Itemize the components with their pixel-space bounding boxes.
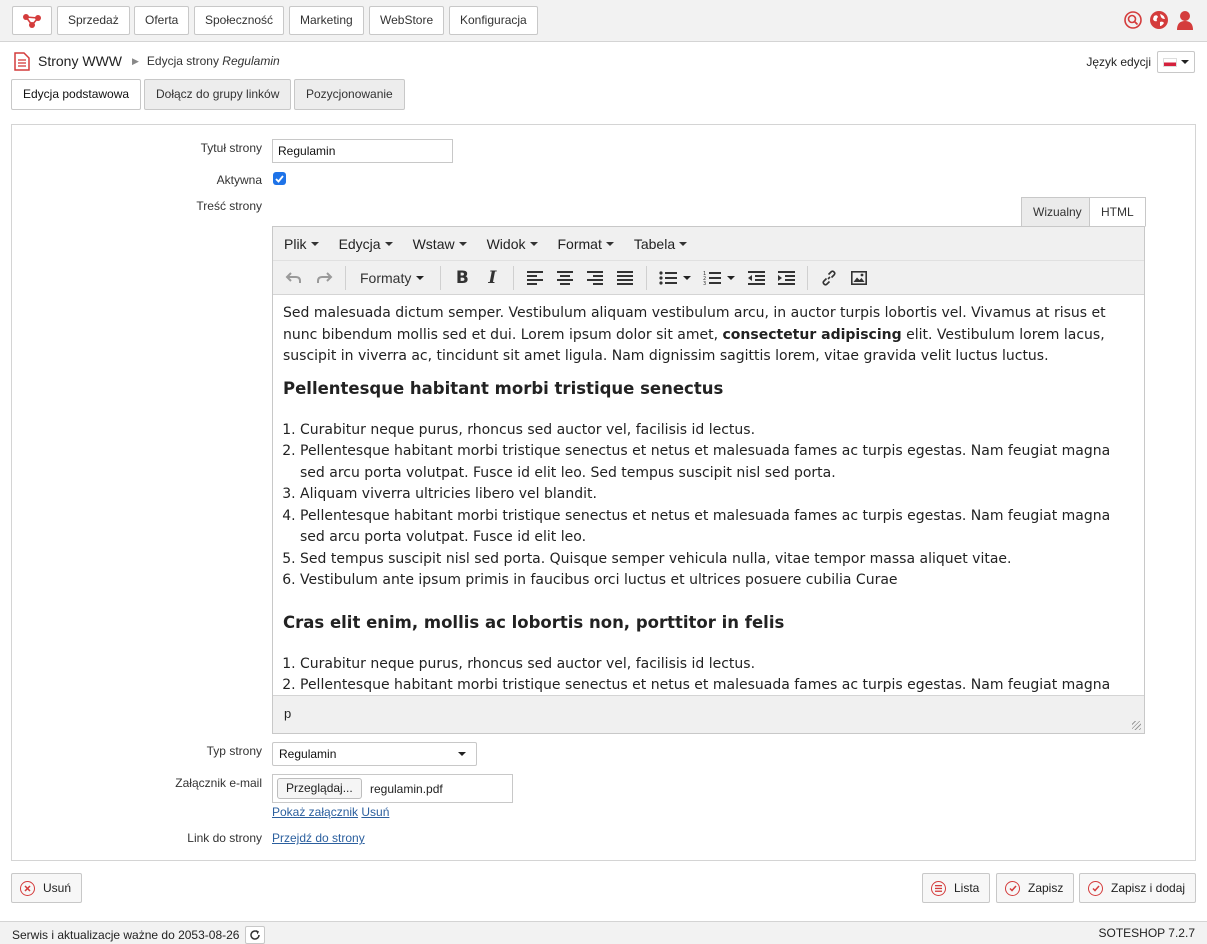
nav-spolecznosc[interactable]: Społeczność xyxy=(194,6,284,35)
menu-view[interactable] xyxy=(480,236,545,252)
chevron-down-icon xyxy=(385,242,393,246)
attachment-file-input xyxy=(272,774,513,803)
delete-button[interactable] xyxy=(11,873,82,903)
toolbar-divider xyxy=(646,266,647,290)
align-center-icon[interactable] xyxy=(550,265,580,291)
svg-text:2: 2 xyxy=(703,275,707,282)
editor-toolbar xyxy=(273,261,1144,295)
chevron-down-icon xyxy=(1181,60,1189,64)
language-select[interactable] xyxy=(1157,51,1195,73)
tab-link-group[interactable]: Dołącz do grupy linków xyxy=(144,79,291,110)
menu-edit-label: Edycja xyxy=(338,235,381,252)
delete-attachment-link[interactable]: Usuń xyxy=(361,805,390,819)
menu-view-label: Widok xyxy=(486,235,526,252)
nav-webstore[interactable]: WebStore xyxy=(369,6,444,35)
svg-text:3: 3 xyxy=(703,280,707,287)
list-item: 5. Sed tempus suscipit nisl sed porta. Quisque semper vehicula nulla, vitae tempor massa aliquet vitae. xyxy=(300,549,1134,571)
breadcrumb-page-name: Regulamin xyxy=(222,54,280,68)
active-checkbox[interactable] xyxy=(273,172,286,185)
checkmark-icon xyxy=(275,175,284,183)
service-text: Serwis i aktualizacje ważne do 2053-08-26 xyxy=(12,928,240,942)
type-label: Typ strony xyxy=(206,744,262,758)
breadcrumb-arrow-icon: ▶ xyxy=(132,55,139,66)
menu-file-label: Plik xyxy=(284,235,307,252)
tab-html-mode[interactable]: HTML xyxy=(1089,197,1146,227)
attachment-filename: regulamin.pdf xyxy=(370,782,443,796)
breadcrumb-section[interactable]: Strony WWW xyxy=(38,53,122,69)
editor-statusbar xyxy=(273,695,1144,733)
close-icon xyxy=(20,881,35,896)
tab-seo[interactable]: Pozycjonowanie xyxy=(294,79,405,110)
svg-text:1: 1 xyxy=(703,270,707,277)
breadcrumb xyxy=(14,51,280,71)
attachment-links xyxy=(272,805,389,819)
resize-handle-icon[interactable] xyxy=(1132,721,1141,730)
chevron-down-icon xyxy=(679,242,687,246)
paragraph-text: elit. Vestibulum lorem lacus, suscipit in viverra ac, tincidunt sit amet ligula. Nam dignissim sagittis lorem, vitae gravida velit luctus luctus. xyxy=(283,326,1105,364)
chevron-down-icon xyxy=(416,276,424,280)
content-heading: Cras elit enim, mollis ac lobortis non, porttitor in felis xyxy=(283,612,785,632)
save-button[interactable] xyxy=(996,873,1074,903)
breadcrumb-current xyxy=(147,54,280,68)
check-icon xyxy=(1088,881,1103,896)
poland-flag-icon xyxy=(1163,58,1177,67)
formats-dropdown[interactable] xyxy=(352,265,434,291)
toolbar-divider xyxy=(345,266,346,290)
italic-icon[interactable]: I xyxy=(488,267,497,288)
language-switcher xyxy=(1086,51,1195,73)
list-item: 2. Pellentesque habitant morbi tristique senectus et netus et malesuada fames ac turpis egestas. Nam feugiat magna xyxy=(300,675,1134,718)
content-label: Treść strony xyxy=(196,199,262,213)
nav-sprzedaz[interactable]: Sprzedaż xyxy=(57,6,130,35)
chevron-down-icon xyxy=(727,276,735,280)
search-icon[interactable] xyxy=(1123,9,1143,31)
type-select[interactable] xyxy=(272,742,477,766)
editor-menubar xyxy=(273,227,1144,261)
menu-table[interactable] xyxy=(627,236,694,252)
chevron-down-icon xyxy=(606,242,614,246)
undo-icon[interactable] xyxy=(279,265,309,291)
list-item: 3. Aliquam viverra ultricies libero vel blandit. xyxy=(300,484,1134,506)
toolbar-divider xyxy=(513,266,514,290)
service-info xyxy=(12,926,265,944)
image-icon[interactable] xyxy=(844,265,874,291)
title-label: Tytuł strony xyxy=(200,141,262,155)
list-item: 1. Curabitur neque purus, rhoncus sed auctor vel, facilisis id lectus. xyxy=(300,654,1134,676)
chevron-down-icon xyxy=(458,752,466,756)
menu-file[interactable] xyxy=(277,236,326,252)
menu-table-label: Tabela xyxy=(633,235,676,252)
formats-label: Formaty xyxy=(360,269,412,286)
numbered-list-icon[interactable] xyxy=(697,265,741,291)
menu-format[interactable] xyxy=(551,236,621,252)
list-icon xyxy=(931,881,946,896)
list-item: 6. Vestibulum ante ipsum primis in faucibus orci luctus et ultrices posuere cubilia Curae xyxy=(300,570,1134,592)
align-right-icon[interactable] xyxy=(580,265,610,291)
show-attachment-link[interactable]: Pokaż załącznik xyxy=(272,805,359,819)
list-button[interactable] xyxy=(922,873,990,903)
chevron-down-icon xyxy=(530,242,538,246)
language-label: Język edycji xyxy=(1086,55,1151,69)
toolbar-divider xyxy=(807,266,808,290)
breadcrumb-prefix: Edycja strony xyxy=(146,54,219,68)
delete-label: Usuń xyxy=(43,881,72,895)
menu-insert-label: Wstaw xyxy=(412,235,455,252)
menu-insert[interactable] xyxy=(406,236,474,252)
version-text: SOTESHOP 7.2.7 xyxy=(1098,926,1195,940)
menu-format-label: Format xyxy=(557,235,602,252)
list-item: 2. Pellentesque habitant morbi tristique senectus et netus et malesuada fames ac turpis egestas. Nam feugiat magna sed arcu porta volutpat. Fusce id elit leo. Sed tempus suscipit nisl sed porta. xyxy=(300,441,1134,484)
indent-icon[interactable] xyxy=(771,265,801,291)
nav-oferta[interactable]: Oferta xyxy=(134,6,189,35)
bullet-list-icon[interactable] xyxy=(653,265,697,291)
paragraph-text: Sed malesuada dictum semper. Vestibulum aliquam vestibulum arcu, in auctor turpis lobortis vel. Vivamus at risus et nunc bibendum mollis sed et dui. Lorem ipsum dolor sit amet, xyxy=(283,305,1106,343)
check-icon xyxy=(1005,881,1020,896)
tab-visual-mode[interactable]: Wizualny xyxy=(1021,197,1094,227)
content-list xyxy=(283,420,1134,592)
page-link-label: Link do strony xyxy=(187,831,262,845)
attachment-label: Załącznik e-mail xyxy=(175,776,262,790)
go-to-page-link[interactable]: Przejdź do strony xyxy=(272,831,365,845)
logo-icon xyxy=(22,13,42,29)
list-item: 4. Pellentesque habitant morbi tristique senectus et netus et malesuada fames ac turpis egestas. Nam feugiat magna sed arcu porta volutpat. Fusce id elit leo. xyxy=(300,506,1134,549)
rich-text-editor xyxy=(272,226,1145,734)
type-select-value: Regulamin xyxy=(279,747,337,761)
align-left-icon[interactable] xyxy=(520,265,550,291)
document-icon xyxy=(14,52,30,71)
toolbar-divider xyxy=(440,266,441,290)
chevron-down-icon xyxy=(311,242,319,246)
list-label: Lista xyxy=(954,881,980,895)
bold-icon[interactable]: B xyxy=(455,267,469,288)
save-and-add-label: Zapisz i dodaj xyxy=(1111,881,1186,895)
menu-edit[interactable] xyxy=(332,236,400,252)
footer xyxy=(0,921,1207,944)
align-justify-icon[interactable] xyxy=(610,265,640,291)
title-input[interactable] xyxy=(272,139,453,163)
active-label: Aktywna xyxy=(216,173,262,187)
paragraph-bold-text: consectetur adipiscing xyxy=(722,326,902,343)
element-path[interactable]: p xyxy=(284,706,292,721)
chevron-down-icon xyxy=(459,242,467,246)
tab-basic-edit[interactable]: Edycja podstawowa xyxy=(11,79,141,110)
top-navbar xyxy=(0,0,1207,42)
list-item: 1. Curabitur neque purus, rhoncus sed auctor vel, facilisis id lectus. xyxy=(300,420,1134,442)
save-label: Zapisz xyxy=(1028,881,1064,895)
logo-button[interactable] xyxy=(12,6,52,35)
content-paragraph xyxy=(283,303,1134,368)
refresh-icon[interactable] xyxy=(245,926,265,944)
content-heading: Pellentesque habitant morbi tristique senectus xyxy=(283,378,724,398)
nav-marketing[interactable]: Marketing xyxy=(289,6,364,35)
save-and-add-button[interactable] xyxy=(1079,873,1196,903)
browse-button[interactable]: Przeglądaj... xyxy=(277,778,362,799)
outdent-icon[interactable] xyxy=(741,265,771,291)
link-icon[interactable] xyxy=(814,265,844,291)
globe-icon[interactable] xyxy=(1149,9,1169,31)
nav-konfiguracja[interactable]: Konfiguracja xyxy=(449,6,538,35)
user-icon[interactable] xyxy=(1175,9,1195,31)
editor-content[interactable] xyxy=(273,295,1144,695)
redo-icon[interactable] xyxy=(309,265,339,291)
chevron-down-icon xyxy=(683,276,691,280)
